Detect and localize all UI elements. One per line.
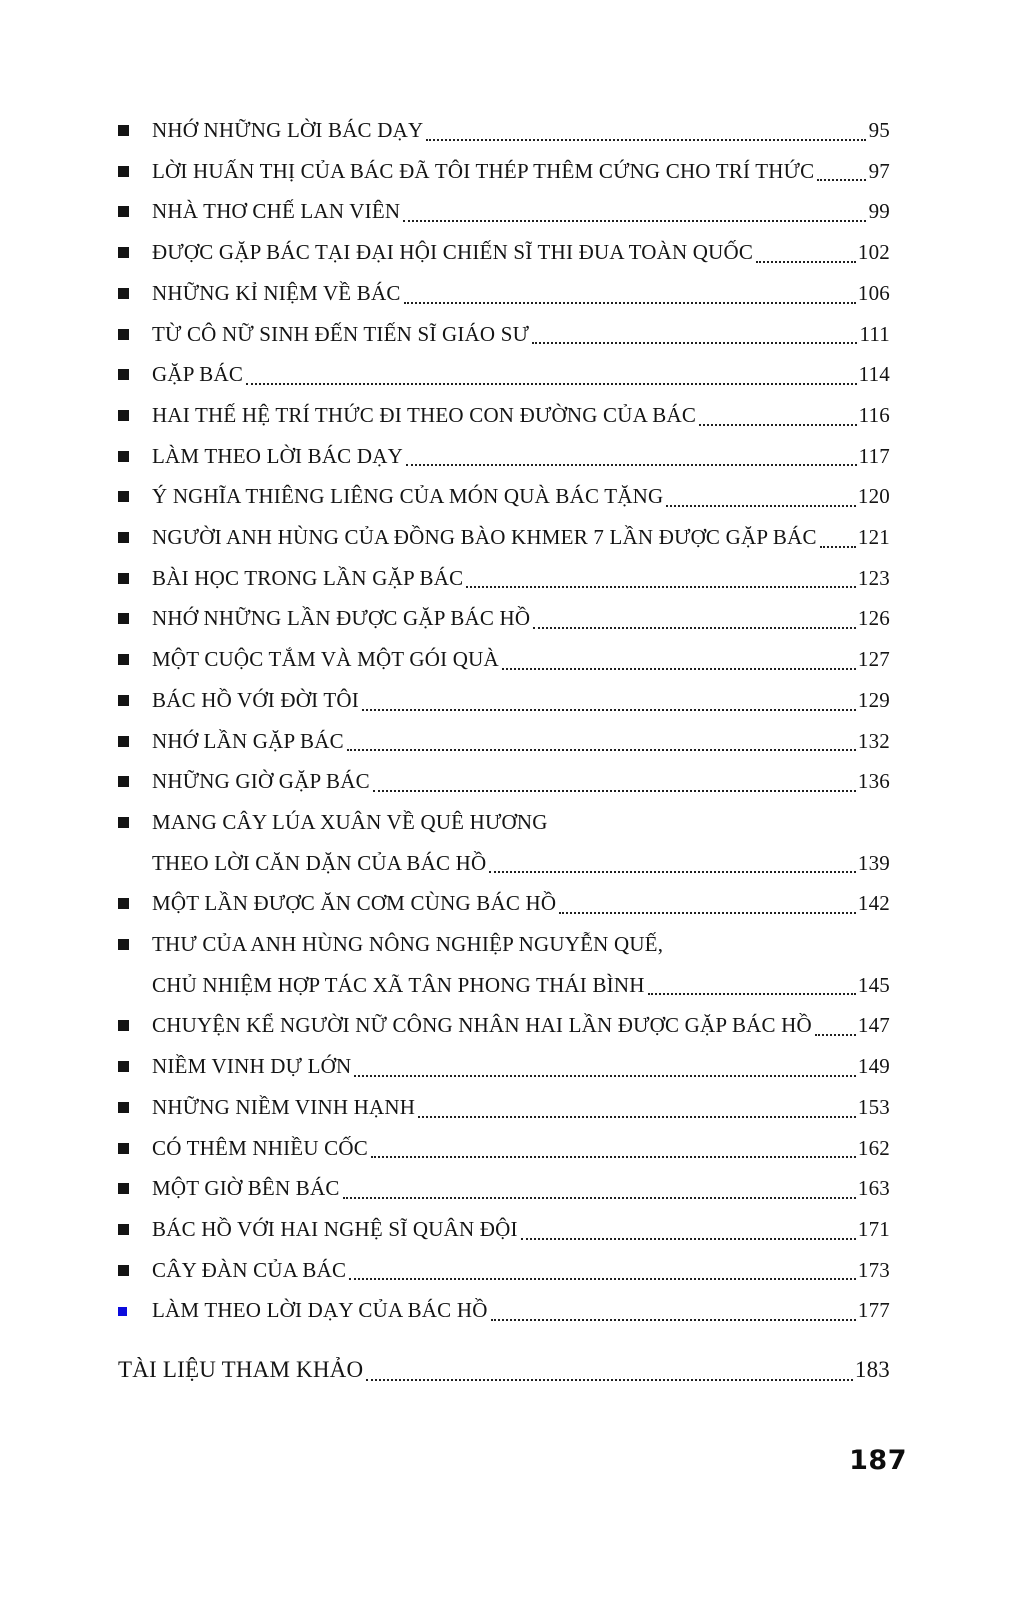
dot-leader bbox=[368, 1128, 858, 1169]
dot-leader bbox=[663, 476, 857, 517]
toc-entry bbox=[118, 924, 890, 1005]
toc-entry-title: NGƯỜI ANH HÙNG CỦA ĐỒNG BÀO KHMER 7 LẦN ĐƯỢC GẶP BÁC bbox=[152, 525, 817, 550]
square-bullet-icon bbox=[118, 491, 129, 502]
table-of-contents bbox=[118, 110, 890, 1391]
toc-reference-label: TÀI LIỆU THAM KHẢO bbox=[118, 1357, 364, 1383]
square-bullet-icon bbox=[118, 1020, 129, 1031]
dot-leader bbox=[812, 1005, 858, 1046]
toc-entry bbox=[118, 1168, 890, 1209]
square-bullet-icon bbox=[118, 1102, 129, 1113]
square-bullet-icon bbox=[118, 695, 129, 706]
toc-entry-title: CHỦ NHIỆM HỢP TÁC XÃ TÂN PHONG THÁI BÌNH bbox=[152, 972, 645, 997]
bullet-column bbox=[118, 273, 152, 299]
bullet-column bbox=[118, 232, 152, 258]
toc-entry-title: BÁC HỒ VỚI HAI NGHỆ SĨ QUÂN ĐỘI bbox=[152, 1216, 518, 1241]
toc-entry bbox=[118, 232, 890, 273]
toc-entry-title: BÁC HỒ VỚI ĐỜI TÔI bbox=[152, 687, 359, 712]
blue-square-bullet-icon bbox=[118, 1307, 127, 1316]
bullet-column bbox=[118, 883, 152, 909]
bullet-column bbox=[118, 598, 152, 624]
bullet-column bbox=[118, 151, 152, 177]
toc-entry bbox=[118, 1046, 890, 1087]
toc-entry-title: LỜI HUẤN THỊ CỦA BÁC ĐÃ TÔI THÉP THÊM CỨNG CHO TRÍ THỨC bbox=[152, 158, 815, 183]
toc-entry-page-number: 117 bbox=[858, 443, 890, 468]
toc-entry-title: HAI THẾ HỆ TRÍ THỨC ĐI THEO CON ĐƯỜNG CỦA BÁC bbox=[152, 402, 697, 427]
dot-leader bbox=[556, 883, 858, 924]
dot-leader bbox=[423, 110, 868, 151]
toc-entry bbox=[118, 1250, 890, 1291]
toc-entry-page-number: 177 bbox=[857, 1298, 890, 1323]
bullet-column bbox=[118, 476, 152, 502]
bullet-column bbox=[118, 721, 152, 747]
toc-reference-entry bbox=[118, 1350, 890, 1391]
toc-entry-title: MỘT LẦN ĐƯỢC ĂN CƠM CÙNG BÁC HỒ bbox=[152, 891, 557, 916]
dot-leader bbox=[817, 517, 858, 558]
toc-entry-page-number: 111 bbox=[859, 321, 890, 346]
toc-entry-title: NIỀM VINH DỰ LỚN bbox=[152, 1054, 352, 1079]
toc-entry bbox=[118, 1087, 890, 1128]
square-bullet-icon bbox=[118, 532, 129, 543]
dot-leader bbox=[370, 761, 858, 802]
square-bullet-icon bbox=[118, 369, 129, 380]
square-bullet-icon bbox=[118, 1143, 129, 1154]
dot-leader bbox=[344, 721, 858, 762]
bullet-column bbox=[118, 558, 152, 584]
dot-leader bbox=[530, 598, 858, 639]
toc-entry-title: THƯ CỦA ANH HÙNG NÔNG NGHIỆP NGUYỄN QUẾ, bbox=[152, 932, 664, 957]
toc-entry-page-number: 145 bbox=[857, 972, 890, 997]
dot-leader bbox=[346, 1250, 858, 1291]
bullet-column bbox=[118, 802, 152, 828]
toc-entry-title: CÓ THÊM NHIỀU CỐC bbox=[152, 1135, 368, 1160]
toc-entry bbox=[118, 354, 890, 395]
dot-leader bbox=[518, 1209, 858, 1250]
toc-entry-title: CHUYỆN KỂ NGƯỜI NỮ CÔNG NHÂN HAI LẦN ĐƯỢC GẶP BÁC HỒ bbox=[152, 1013, 812, 1038]
dot-leader bbox=[363, 1350, 855, 1391]
toc-entry bbox=[118, 110, 890, 151]
square-bullet-icon bbox=[118, 410, 129, 421]
square-bullet-icon bbox=[118, 736, 129, 747]
toc-entry bbox=[118, 436, 890, 477]
dot-leader bbox=[488, 1290, 858, 1331]
toc-entry bbox=[118, 680, 890, 721]
toc-entry bbox=[118, 517, 890, 558]
square-bullet-icon bbox=[118, 288, 129, 299]
dot-leader bbox=[696, 395, 859, 436]
bullet-column bbox=[118, 639, 152, 665]
toc-entry bbox=[118, 1128, 890, 1169]
bullet-column bbox=[118, 517, 152, 543]
square-bullet-icon bbox=[118, 247, 129, 258]
toc-entry bbox=[118, 1005, 890, 1046]
footer-page-number: 187 bbox=[849, 1445, 907, 1476]
dot-leader bbox=[499, 639, 858, 680]
toc-entry-title: BÀI HỌC TRONG LẦN GẶP BÁC bbox=[152, 565, 464, 590]
toc-entry bbox=[118, 1209, 890, 1250]
toc-entry-title: NHỮNG NIỀM VINH HẠNH bbox=[152, 1094, 416, 1119]
square-bullet-icon bbox=[118, 1265, 129, 1276]
square-bullet-icon bbox=[118, 939, 129, 950]
toc-entry bbox=[118, 273, 890, 314]
toc-entry-title: MANG CÂY LÚA XUÂN VỀ QUÊ HƯƠNG bbox=[152, 809, 548, 834]
square-bullet-icon bbox=[118, 206, 129, 217]
bullet-column bbox=[118, 395, 152, 421]
toc-entry-page-number: 132 bbox=[857, 728, 890, 753]
dot-leader bbox=[243, 354, 859, 395]
square-bullet-icon bbox=[118, 613, 129, 624]
square-bullet-icon bbox=[118, 654, 129, 665]
toc-entry bbox=[118, 721, 890, 762]
toc-entry-page-number: 129 bbox=[857, 687, 890, 712]
bullet-column bbox=[118, 1128, 152, 1154]
toc-entry-title: NHỚ NHỮNG LẦN ĐƯỢC GẶP BÁC HỒ bbox=[152, 606, 531, 631]
toc-entry bbox=[118, 191, 890, 232]
toc-entry-page-number: 99 bbox=[868, 199, 890, 224]
toc-entry-page-number: 114 bbox=[858, 362, 890, 387]
dot-leader bbox=[340, 1168, 858, 1209]
toc-entry-title: NHỮNG GIỜ GẶP BÁC bbox=[152, 769, 370, 794]
toc-entry-page-number: 139 bbox=[857, 850, 890, 875]
bullet-column bbox=[118, 354, 152, 380]
toc-entry-page-number: 121 bbox=[857, 525, 890, 550]
dot-leader bbox=[403, 436, 859, 477]
bullet-column bbox=[118, 436, 152, 462]
toc-entry-title: CÂY ĐÀN CỦA BÁC bbox=[152, 1257, 347, 1282]
toc-entry-title: NHÀ THƠ CHẾ LAN VIÊN bbox=[152, 199, 401, 224]
toc-entry-title: LÀM THEO LỜI DẠY CỦA BÁC HỒ bbox=[152, 1298, 488, 1323]
dot-leader bbox=[753, 232, 858, 273]
toc-entry-page-number: 127 bbox=[857, 647, 890, 672]
square-bullet-icon bbox=[118, 1224, 129, 1235]
toc-entry-page-number: 95 bbox=[868, 118, 890, 142]
toc-entry bbox=[118, 802, 890, 883]
square-bullet-icon bbox=[118, 573, 129, 584]
dot-leader bbox=[401, 273, 858, 314]
toc-entry-title: MỘT CUỘC TẮM VÀ MỘT GÓI QUÀ bbox=[152, 647, 499, 672]
square-bullet-icon bbox=[118, 1061, 129, 1072]
toc-entry-page-number: 123 bbox=[857, 565, 890, 590]
dot-leader bbox=[814, 151, 868, 192]
toc-entry-title: NHỮNG KỈ NIỆM VỀ BÁC bbox=[152, 280, 401, 305]
bullet-column bbox=[118, 761, 152, 787]
dot-leader bbox=[645, 965, 858, 1006]
dot-leader bbox=[400, 191, 868, 232]
toc-entry-page-number: 147 bbox=[857, 1013, 890, 1038]
toc-entry-title: TỪ CÔ NỮ SINH ĐẾN TIẾN SĨ GIÁO SƯ bbox=[152, 321, 530, 346]
bullet-column bbox=[118, 680, 152, 706]
toc-entry-page-number: 106 bbox=[857, 280, 890, 305]
toc-entry-page-number: 136 bbox=[857, 769, 890, 794]
toc-entry-page-number: 142 bbox=[857, 891, 890, 916]
toc-entry-page-number: 162 bbox=[857, 1135, 890, 1160]
toc-entry-page-number: 120 bbox=[857, 484, 890, 509]
dot-leader bbox=[463, 558, 858, 599]
dot-leader bbox=[529, 314, 859, 355]
bullet-column bbox=[118, 110, 152, 136]
toc-entry-page-number: 171 bbox=[857, 1216, 890, 1241]
dot-leader bbox=[351, 1046, 858, 1087]
toc-entry-page-number: 153 bbox=[857, 1094, 890, 1119]
square-bullet-icon bbox=[118, 1183, 129, 1194]
toc-entry bbox=[118, 476, 890, 517]
toc-entry bbox=[118, 558, 890, 599]
toc-entry-title: NHỚ NHỮNG LỜI BÁC DẠY bbox=[152, 118, 424, 142]
dot-leader bbox=[415, 1087, 858, 1128]
toc-entry-title: THEO LỜI CĂN DẶN CỦA BÁC HỒ bbox=[152, 850, 487, 875]
bullet-column bbox=[118, 314, 152, 340]
dot-leader bbox=[359, 680, 858, 721]
toc-entry bbox=[118, 761, 890, 802]
toc-entry-title: GẶP BÁC bbox=[152, 362, 244, 387]
square-bullet-icon bbox=[118, 776, 129, 787]
bullet-column bbox=[118, 1087, 152, 1113]
bullet-column bbox=[118, 924, 152, 950]
bullet-column bbox=[118, 1250, 152, 1276]
toc-entry-page-number: 102 bbox=[857, 240, 890, 265]
square-bullet-icon bbox=[118, 329, 129, 340]
square-bullet-icon bbox=[118, 898, 129, 909]
toc-entry-list bbox=[118, 110, 890, 1331]
toc-entry bbox=[118, 395, 890, 436]
toc-entry-title: MỘT GIỜ BÊN BÁC bbox=[152, 1176, 340, 1201]
toc-entry bbox=[118, 639, 890, 680]
bullet-column bbox=[118, 191, 152, 217]
square-bullet-icon bbox=[118, 166, 129, 177]
toc-entry-page-number: 97 bbox=[868, 158, 890, 183]
bullet-column bbox=[118, 1290, 152, 1316]
dot-leader bbox=[486, 843, 857, 884]
toc-entry-page-number: 163 bbox=[857, 1176, 890, 1201]
toc-reference-page-number: 183 bbox=[854, 1357, 890, 1383]
toc-entry-title: Ý NGHĨA THIÊNG LIÊNG CỦA MÓN QUÀ BÁC TẶNG bbox=[152, 484, 664, 509]
square-bullet-icon bbox=[118, 451, 129, 462]
toc-entry bbox=[118, 598, 890, 639]
toc-entry-title: NHỚ LẦN GẶP BÁC bbox=[152, 728, 344, 753]
toc-entry-page-number: 116 bbox=[858, 402, 890, 427]
toc-entry bbox=[118, 1290, 890, 1331]
toc-entry-page-number: 149 bbox=[857, 1054, 890, 1079]
square-bullet-icon bbox=[118, 817, 129, 828]
toc-entry bbox=[118, 314, 890, 355]
toc-entry bbox=[118, 883, 890, 924]
toc-entry-page-number: 173 bbox=[857, 1257, 890, 1282]
toc-entry-title: LÀM THEO LỜI BÁC DẠY bbox=[152, 443, 403, 468]
toc-entry-title: ĐƯỢC GẶP BÁC TẠI ĐẠI HỘI CHIẾN SĨ THI ĐUA TOÀN QUỐC bbox=[152, 240, 754, 265]
square-bullet-icon bbox=[118, 125, 129, 136]
toc-entry-page-number: 126 bbox=[857, 606, 890, 631]
bullet-column bbox=[118, 1046, 152, 1072]
bullet-column bbox=[118, 1168, 152, 1194]
toc-entry bbox=[118, 151, 890, 192]
bullet-column bbox=[118, 1209, 152, 1235]
bullet-column bbox=[118, 1005, 152, 1031]
